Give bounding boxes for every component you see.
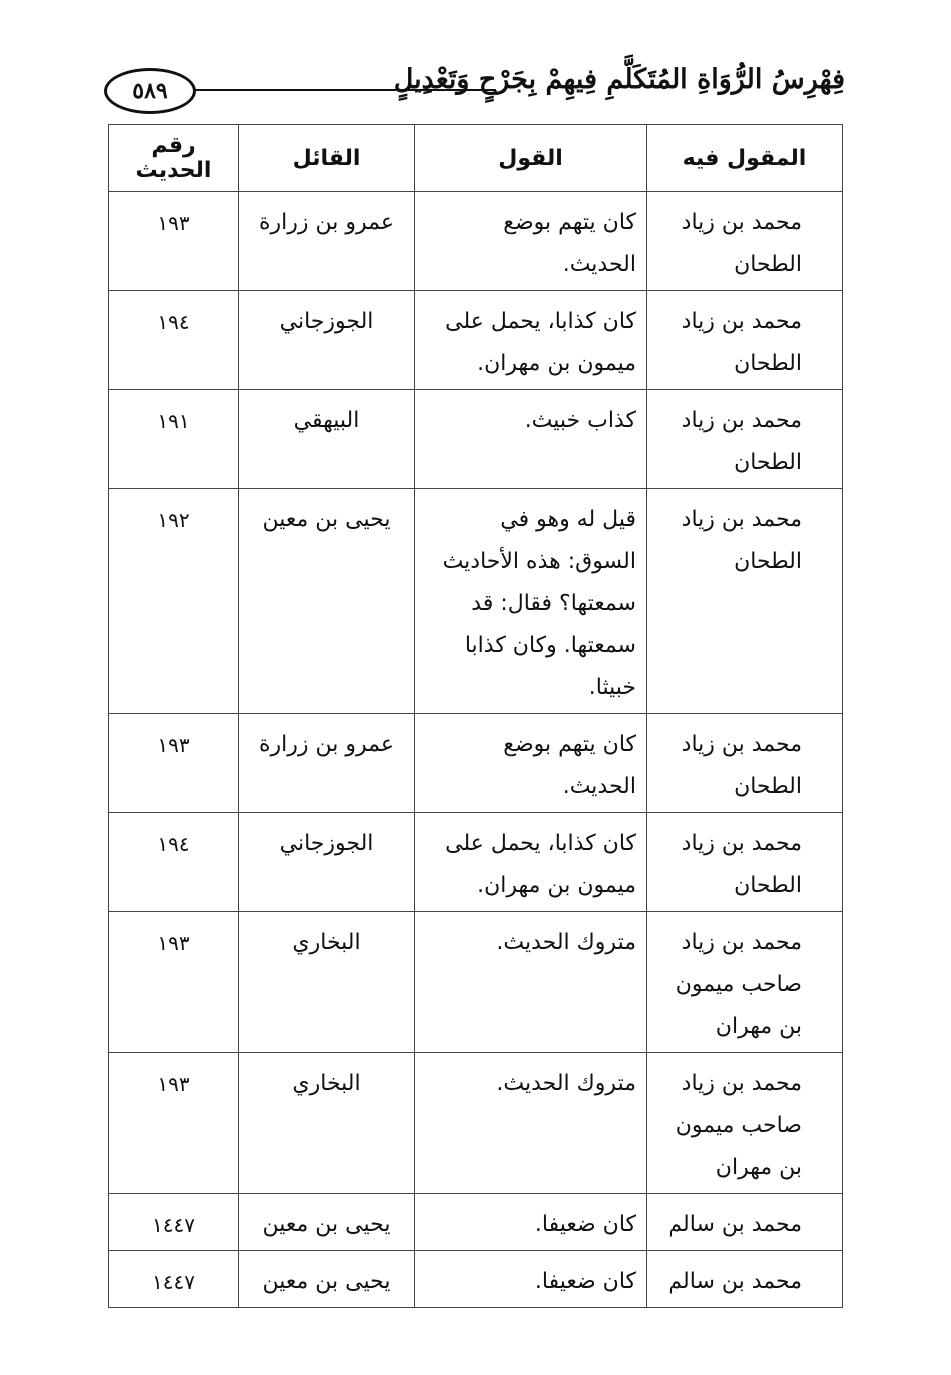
cell-hadith-number: ١٩٣ xyxy=(109,714,239,813)
cell-subject: محمد بن زياد الطحان xyxy=(647,192,843,291)
table-row xyxy=(109,390,843,489)
cell-hadith-number: ١٤٤٧ xyxy=(109,1194,239,1251)
table-row xyxy=(109,1053,843,1194)
page-header xyxy=(100,62,845,114)
cell-speaker: البخاري xyxy=(239,1053,415,1194)
table-row xyxy=(109,291,843,390)
cell-subject: محمد بن زياد صاحب ميمون بن مهران xyxy=(647,912,843,1053)
cell-subject: محمد بن زياد الطحان xyxy=(647,714,843,813)
cell-speaker: عمرو بن زرارة xyxy=(239,714,415,813)
cell-statement: متروك الحديث. xyxy=(415,1053,647,1194)
cell-subject: محمد بن زياد الطحان xyxy=(647,489,843,714)
column-header-statement: القول xyxy=(415,125,647,192)
cell-subject: محمد بن زياد الطحان xyxy=(647,291,843,390)
cell-statement: كان كذابا، يحمل على ميمون بن مهران. xyxy=(415,813,647,912)
table-row xyxy=(109,489,843,714)
cell-hadith-number: ١٩٣ xyxy=(109,912,239,1053)
cell-statement: كان يتهم بوضع الحديث. xyxy=(415,192,647,291)
column-header-hadith-number: رقم الحديث xyxy=(109,125,239,192)
cell-speaker: يحيى بن معين xyxy=(239,1194,415,1251)
cell-statement: كان ضعيفا. xyxy=(415,1194,647,1251)
cell-subject: محمد بن سالم xyxy=(647,1194,843,1251)
cell-speaker: يحيى بن معين xyxy=(239,1251,415,1308)
narrators-table-wrap xyxy=(108,124,842,1308)
table-row xyxy=(109,912,843,1053)
cell-statement: كان ضعيفا. xyxy=(415,1251,647,1308)
cell-statement: كان كذابا، يحمل على ميمون بن مهران. xyxy=(415,291,647,390)
cell-statement: كان يتهم بوضع الحديث. xyxy=(415,714,647,813)
cell-subject: محمد بن زياد صاحب ميمون بن مهران xyxy=(647,1053,843,1194)
column-header-subject: المقول فيه xyxy=(647,125,843,192)
header-rule xyxy=(196,89,496,91)
cell-speaker: الجوزجاني xyxy=(239,291,415,390)
table-row xyxy=(109,714,843,813)
cell-hadith-number: ١٩٣ xyxy=(109,1053,239,1194)
cell-hadith-number: ١٩٤ xyxy=(109,291,239,390)
cell-statement: متروك الحديث. xyxy=(415,912,647,1053)
cell-statement: كذاب خبيث. xyxy=(415,390,647,489)
cell-hadith-number: ١٩١ xyxy=(109,390,239,489)
cell-subject: محمد بن زياد الطحان xyxy=(647,813,843,912)
narrators-table xyxy=(108,124,843,1308)
cell-speaker: عمرو بن زرارة xyxy=(239,192,415,291)
table-row xyxy=(109,813,843,912)
table-row xyxy=(109,192,843,291)
page-number: ٥٨٩ xyxy=(104,68,196,114)
cell-subject: محمد بن زياد الطحان xyxy=(647,390,843,489)
table-header-row xyxy=(109,125,843,192)
column-header-speaker: القائل xyxy=(239,125,415,192)
running-title: فِهْرِسُ الرُّوَاةِ المُتَكَلَّمِ فِيهِمْ بِجَرْحٍ وَتَعْدِيلٍ xyxy=(393,64,845,95)
cell-hadith-number: ١٩٢ xyxy=(109,489,239,714)
cell-speaker: يحيى بن معين xyxy=(239,489,415,714)
table-row xyxy=(109,1251,843,1308)
cell-speaker: البخاري xyxy=(239,912,415,1053)
cell-speaker: البيهقي xyxy=(239,390,415,489)
cell-hadith-number: ١٤٤٧ xyxy=(109,1251,239,1308)
cell-hadith-number: ١٩٤ xyxy=(109,813,239,912)
cell-statement: قيل له وهو في السوق: هذه الأحاديث سمعتها؟ فقال: قد سمعتها. وكان كذابا خبيثا. xyxy=(415,489,647,714)
cell-hadith-number: ١٩٣ xyxy=(109,192,239,291)
cell-subject: محمد بن سالم xyxy=(647,1251,843,1308)
cell-speaker: الجوزجاني xyxy=(239,813,415,912)
table-row xyxy=(109,1194,843,1251)
